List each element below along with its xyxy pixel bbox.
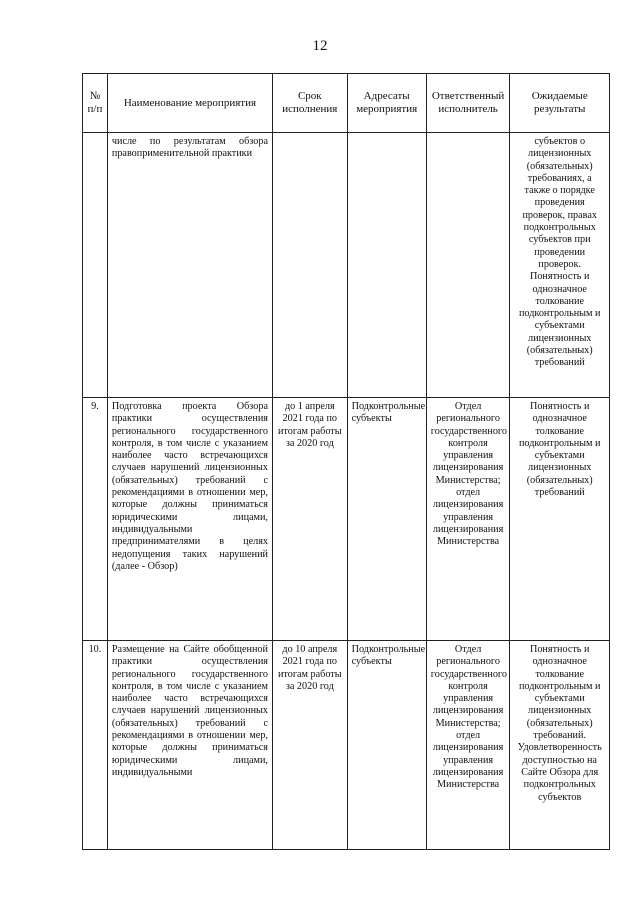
cell-addressees: Подконтрольные субъекты [347,641,426,850]
header-name: Наименование мероприятия [107,74,272,133]
cell-name: Подготовка проекта Обзора практики осуществления регионального государственного контроля, в том числе с указанием наиболее часто встречающихся случаев нарушений лицензионных (обязательных) требований с рекомендациями в отношении мер, которые должны приниматься юридическими лицами, индивидуальными предпринимателями в целях недопущения таких нарушений (далее - Обзор) [107,398,272,641]
cell-num [83,133,108,398]
header-num: № п/п [83,74,108,133]
cell-date: до 10 апреля 2021 года по итогам работы за 2020 год [272,641,347,850]
cell-results: субъектов о лицензионных (обязательных) требованиях, а также о порядке проведения проверок, правах подконтрольных субъектов при проведении проверок. Понятность и однозначное толкование подконтрольным и субъектами лицензионных (обязательных) требований [510,133,610,398]
cell-num: 10. [83,641,108,850]
cell-responsible: Отдел регионального государственного контроля управления лицензирования Министерства; отдел лицензирования управления лицензирования Министерства [426,398,510,641]
cell-responsible: Отдел регионального государственного контроля управления лицензирования Министерства; отдел лицензирования управления лицензирования Министерства [426,641,510,850]
header-results: Ожидаемые результаты [510,74,610,133]
header-responsible: Ответственный исполнитель [426,74,510,133]
cell-results: Понятность и однозначное толкование подконтрольным и субъектами лицензионных (обязательных) требований. Удовлетворенность доступностью на Сайте Обзора для подконтрольных субъектов [510,641,610,850]
cell-date: до 1 апреля 2021 года по итогам работы за 2020 год [272,398,347,641]
cell-name: числе по результатам обзора правоприменительной практики [107,133,272,398]
cell-num: 9. [83,398,108,641]
table-row [83,641,610,850]
cell-date [272,133,347,398]
cell-name: Размещение на Сайте обобщенной практики осуществления регионального государственного контроля, в том числе с указанием наиболее часто встречающихся случаев нарушений лицензионных (обязательных) требований с рекомендациями в отношении мер, которые должны приниматься юридическими лицами, индивидуальными [107,641,272,850]
cell-addressees [347,133,426,398]
header-addressees: Адресаты мероприятия [347,74,426,133]
header-date: Срок исполнения [272,74,347,133]
cell-results: Понятность и однозначное толкование подконтрольным и субъектами лицензионных (обязательных) требований [510,398,610,641]
cell-addressees: Подконтрольные субъекты [347,398,426,641]
table-row [83,398,610,641]
cell-responsible [426,133,510,398]
table-header-row [83,74,610,133]
action-plan-table [82,73,610,850]
table-row [83,133,610,398]
page-number: 12 [312,38,328,54]
